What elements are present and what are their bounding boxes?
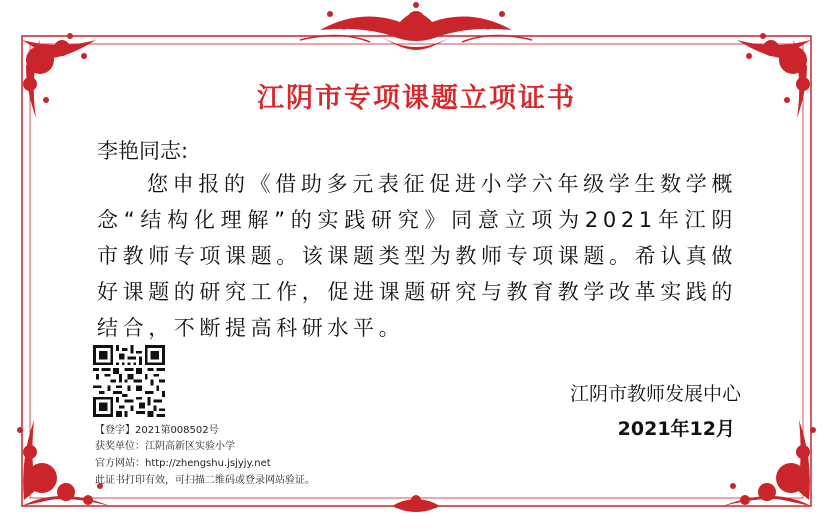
verification-note: 此证书打印有效，可扫描二维码或登录网站验证。 [95,475,315,486]
floral-ornament-icon [392,495,440,512]
official-website[interactable]: 官方网站：http://zhengshu.jsjyjy.net [95,458,271,469]
award-unit: 获奖单位：江阴高新区实验小学 [95,441,235,452]
certificate-body: 您申报的《借助多元表征促进小学六年级学生数学概念“结构化理解”的实践研究》同意立项为2021年江阴市教师专项课题。该课题类型为教师专项课题。希认真做好课题的研究工作，促进课题研究与教育教学改革实践的结合，不断提高科研水平。 [97,172,737,340]
floral-ornament-icon [300,2,532,50]
issue-date: 2021年12月 [617,418,735,440]
certificate-title: 江阴市专项课题立项证书 [257,83,576,114]
salutation: 李艳同志: [97,139,189,163]
certificate-number: 【登字】2021第008502号 [95,425,219,436]
floral-ornament-icon [723,420,816,506]
issuer-name: 江阴市教师发展中心 [569,383,741,405]
qr-code-icon[interactable] [93,345,165,417]
